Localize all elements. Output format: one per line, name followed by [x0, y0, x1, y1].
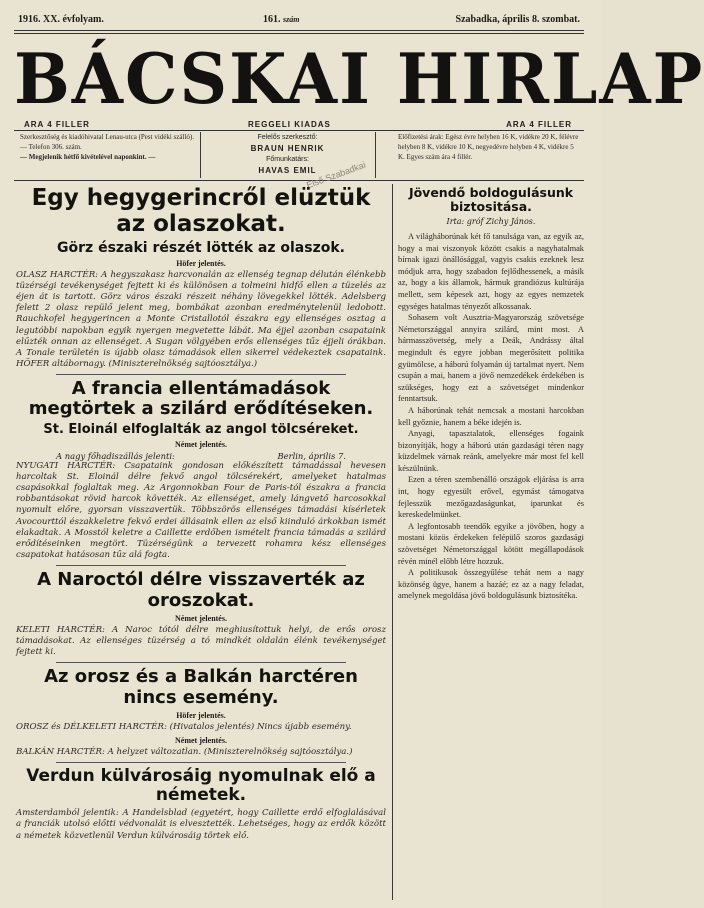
article-4: [16, 667, 386, 758]
article-1-text: OLASZ HARCTÉR: A hegyszakasz harcvonalán az ellenség tegnap délután élénkebb tüzérségi tevékenységet fejtett ki és különösen a tolmeini hidfő ellen a tüzelés az éjen át is tartott. Görz város északi részeit néhány lövegekkel lötték. Adelsberg felett 2 olasz repülő jelent meg, bombákat azonban eredménytelenül ledobott. Rauchkofel hegygerincen a Monte Cristallotól északra egy ellenséges osztag a legutóbbi napokban egyik nyergen megvetette lábát. Ma éjjel azonban csapataink elűzték onnan az ellenséget. A Sugan völgyében erős ellenséges tűz éjjeli órákban. A Tonale területén is újabb olasz támadások ellen sikerrel védekeztek csapataink. HÖFER altábornagy. (Miniszterelnökség sajtóosztálya.): [16, 269, 386, 370]
price-right: ARA 4 FILLER: [506, 120, 572, 129]
right-paragraph-5: Ezen a téren szembenálló országok eljárása is arra int, hogy egyesült erővel, egymást támogatva fejlesszük mezőgazdaságunkat, iparunkat és kereskedelmünket.: [398, 475, 584, 520]
article-1-source: Höfer jelentés.: [176, 258, 226, 268]
right-paragraph-4: Anyagi, tapasztalatok, ellenséges fogaink bizonyítják, hogy a háború után gazdasági téren nagy küzdelmek várnak reánk, amelyekre már most fel kell készülnünk.: [398, 429, 584, 473]
right-article-byline: Irta: gróf Zichy János.: [446, 217, 536, 226]
top-rule-2: [14, 33, 584, 34]
article-2-headline: A francia ellentámadások megtörtek a szilárd erődítéseken.: [28, 378, 374, 420]
right-paragraph-2: Sohasem volt Ausztria-Magyarország szövetsége Németországgal annyira szilárd, mint most. A hármasszövetség, mely a Deák, Andrássy által megindult és egyre jobban megerősített politika gyümölcse, a háború folyamán új tartalmat nyert. Nem csupán a mai, hanem a jövő nemzedékek érdekében is szükséges, hogy ezt a szövetséget mindenkor fenntartsuk.: [398, 313, 584, 404]
coeditor-name: HAVAS EMIL: [258, 166, 317, 175]
article-2-text: NYUGATI HARCTÉR: Csapataink gondosan előkészített támadással hevesen harcoltak St. Eloinál délre fekvő angol tölcsérekért, amelyeket hatalmas csapásokkal foglaltak meg. Az Argonnokban Four de Paris-tól északra a francia robbantásokat rövid harcok követték. Az ellenséget, amely lángvető harcosokkal nyomult előre, gyorsan visszavertük. Többszörös ellenséges támadási kísérletek Avocourttól északkeletre fekvő erdei állásaink ellen az első kiinduló árkokban ismét elakadtak. A Mosstól keletre a Caillette erdőben ismételt francia támadás a szilárd erődítéseinken megtört. Tüzérségünk a tervezett rohamra kész ellenséges csapatokat hatásosan tűz alá fogta.: [16, 460, 386, 561]
library-stamp: Első Szabadkai: [305, 159, 367, 191]
year-info: 1916. XX. évfolyam.: [18, 14, 104, 25]
issue-number-value: 161.: [263, 14, 281, 25]
separator: [56, 565, 346, 566]
masthead-title: BÁCSKAI HIRLAP: [14, 38, 704, 120]
right-column: [398, 186, 584, 904]
article-5-text: Amsterdamból jelentik: A Handelsblad (egyetért, hogy Caillette erdő elfoglalásával a franciák utolsó előtti védvonalát is elvesztették. Lehetséges, hogy az erdők között a németek közvetlenül Verdun külvárosáig törtek elő.: [16, 808, 386, 841]
article-2-dateline-right: Berlin, április 7.: [277, 450, 346, 461]
editor-role: Felelős szerkesztő:: [257, 134, 318, 141]
content-rule: [14, 180, 584, 181]
office-info-box: [20, 132, 200, 162]
right-paragraph-3: A háborúnak tehát nemcsak a mostani harcokban kell győznie, hanem a béke idején is.: [398, 405, 584, 427]
header-divider-2: [375, 132, 376, 178]
right-paragraph-7: A politikusok összegyűlése tehát nem a nagy közönség ügye, hanem a hazáé; ez az a nagy feladat, amelynek megoldása jövő boldogulásunk biztosítéka.: [398, 568, 584, 601]
subscription-info: Előfizetési árak: Egész évre helyben 16 K, vidékre 20 K, félévre helyben 8 K, vidékre 10 K, negyedévre helyben 4 K, vidékre 5 K. Egyes szám ára 4 fillér.: [398, 133, 579, 161]
issue-number: [263, 14, 299, 25]
office-info: Szerkesztőség és kiadóhivatal Lenau-utca (Pest vidéki szálló). — Telefon 306. szám.: [20, 133, 194, 151]
separator: [56, 762, 346, 763]
article-4-text: OROSZ és DÉLKELETI HARCTÉR: (Hivatalos jelentés) Nincs újabb esemény.: [16, 721, 352, 732]
article-1-headline: Egy hegygerincről elüztük az olaszokat.: [31, 185, 371, 237]
article-2-source: Német jelentés.: [175, 439, 227, 449]
article-3-source: Német jelentés.: [175, 613, 227, 623]
issue-suffix: szám: [283, 15, 300, 24]
article-3-headline: A Naroctól délre visszaverték az oroszokat.: [37, 569, 365, 611]
article-1: [16, 186, 386, 370]
article-4-source: Höfer jelentés.: [176, 710, 226, 720]
left-column: [16, 186, 386, 904]
date-line: Szabadka, április 8. szombat.: [455, 14, 580, 25]
top-info-line: [18, 14, 580, 30]
editor-name: BRAUN HENRIK: [250, 144, 325, 153]
article-5-headline: Verdun külvárosáig nyomulnak elő a németek.: [26, 766, 376, 806]
column-divider: [392, 184, 393, 900]
right-paragraph-1: A világháborúnak két fő tanulsága van, az egyik az, hogy a mai viszonyok között csakis a nagyhatalmak bírnak igazi önállósággal, vagyis csakis ezeknek lesz módjuk arra, hogy szabadon fejlődhessenek, a másik az, hogy a kis államok, hármuk grandiózus kultúrája mellett, sem képesek azt, hogy az egyes nemzetek egységes hatalmas tényezőt alkossanak.: [398, 232, 584, 311]
article-3: [16, 570, 386, 658]
top-rule: [14, 30, 584, 31]
article-2-subhead: St. Eloinál elfoglalták az angol tölcséreket.: [43, 421, 359, 437]
edition-label: REGGELI KIADAS: [248, 120, 331, 129]
article-4-headline: Az orosz és a Balkán harctéren nincs esemény.: [44, 666, 358, 708]
separator: [56, 374, 346, 375]
separator: [56, 662, 346, 663]
subscription-box: [398, 132, 580, 162]
article-1-subhead: Görz északi részét lötték az olaszok.: [57, 239, 345, 256]
article-2-dateline-left: A nagy főhadiszállás jelenti:: [56, 450, 175, 461]
price-left: ARA 4 FILLER: [24, 120, 90, 129]
right-article-headline: Jövendő boldogulásunk biztositása.: [408, 185, 574, 214]
article-2: [16, 379, 386, 561]
office-note: — Megjelenik hétfő kivételével naponkint. —: [20, 153, 156, 161]
coeditor-role: Főmunkatárs:: [266, 156, 309, 163]
header-divider-1: [200, 132, 201, 178]
header-rule: [14, 130, 584, 131]
article-5: [16, 767, 386, 842]
article-4-text-2: BALKÁN HARCTÉR: A helyzet változatlan. (Miniszterelnökség sajtóosztálya.): [16, 746, 353, 757]
article-3-text: KELETI HARCTÉR: A Naroc tótól délre meghiusítottuk helyi, de erős orosz támadásokat. Az ellenséges tüzérség a tó mindkét oldalán élénk tevékenységet fejtett ki.: [16, 624, 386, 658]
article-2-dateline: [16, 451, 386, 461]
article-4-source-2: Német jelentés.: [175, 735, 227, 745]
right-paragraph-6: A legfontosabb teendők egyike a jövőben, hogy a mostani közös érdekeken felépülő szoros gazdasági szövetséget Németországgal kötött megállapodások révén minél előbb létre hozzuk.: [398, 521, 584, 566]
